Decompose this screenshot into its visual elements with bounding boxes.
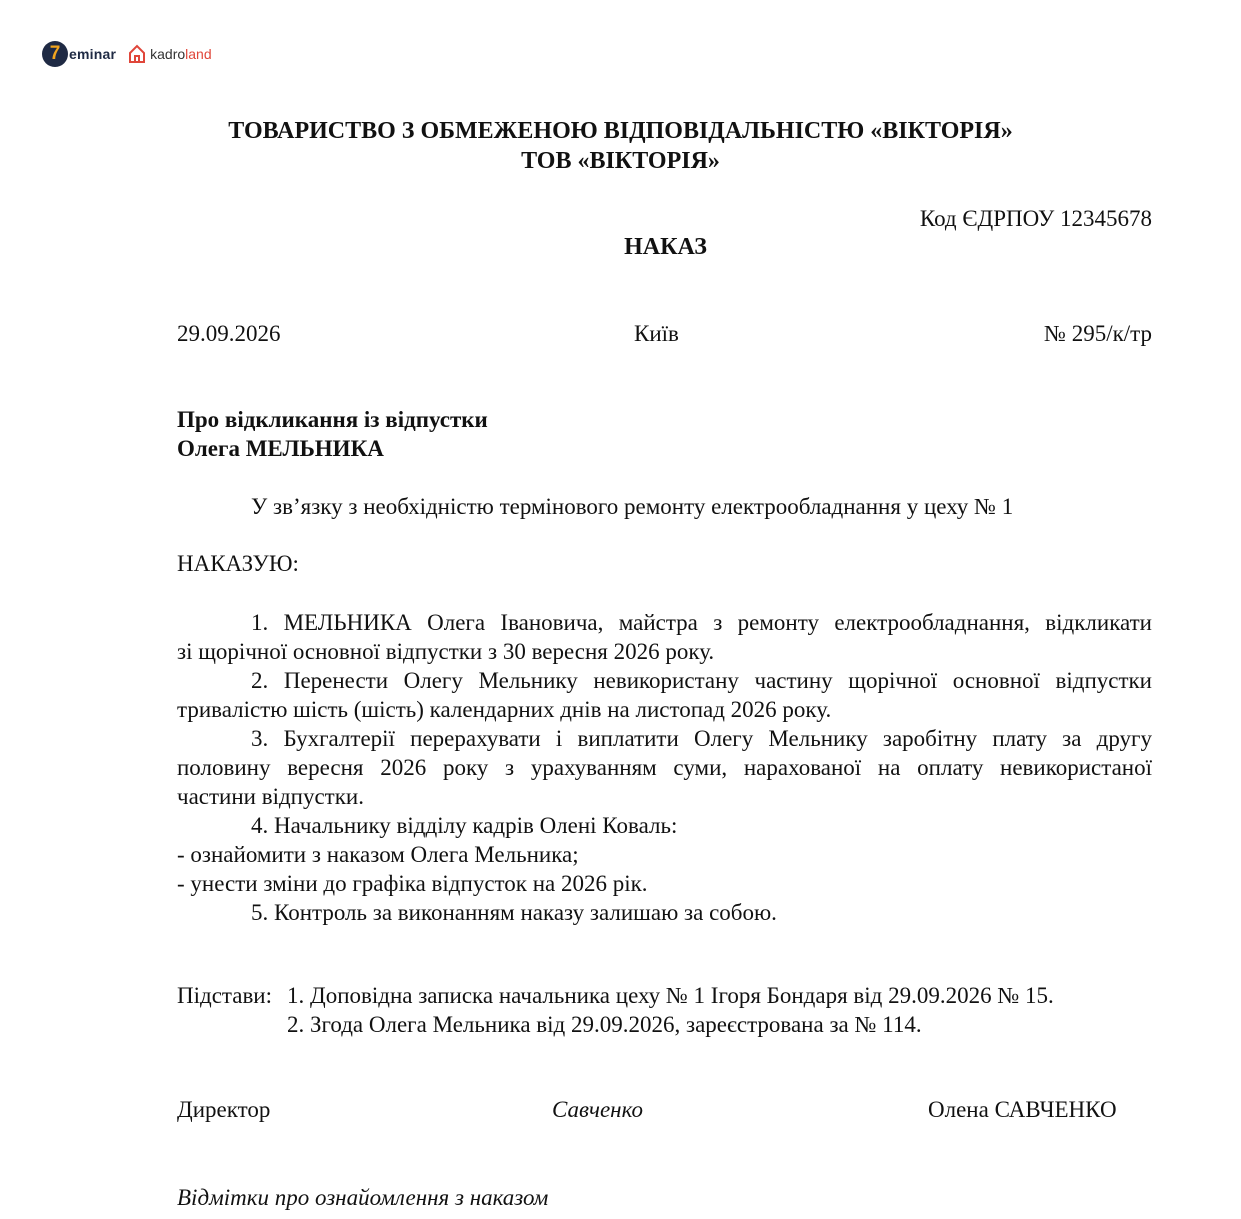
- acknowledgement-note: Відмітки про ознайомлення з наказом: [177, 1185, 549, 1210]
- seminar-text: eminar: [69, 46, 117, 62]
- logo-bar: [42, 38, 212, 70]
- item-4: 4. Начальнику відділу кадрів Олені Коваль:: [251, 813, 678, 838]
- item-3-line-2: половину вересня 2026 року з урахуванням суми, нарахованої на оплату невикористаної: [177, 755, 1152, 780]
- item-1-line-2: зі щорічної основної відпустки з 30 вересня 2026 року.: [177, 639, 715, 664]
- item-5: 5. Контроль за виконанням наказу залишаю за собою.: [251, 900, 777, 925]
- kadroland-text: [150, 46, 212, 62]
- order-items: [177, 608, 1152, 927]
- house-icon: [128, 44, 146, 64]
- company-short-name: ТОВ «ВІКТОРІЯ»: [521, 148, 720, 174]
- preamble: У зв’язку з необхідністю термінового ремонту електрообладнання у цеху № 1: [251, 494, 1014, 519]
- kadro-text-accent: land: [185, 46, 212, 62]
- seminar-mark: 7: [42, 41, 68, 67]
- item-4-sub-1: - ознайомити з наказом Олега Мельника;: [177, 842, 579, 867]
- item-3-line-1: 3. Бухгалтерії перерахувати і виплатити Олегу Мельнику заробітну плату за другу: [251, 726, 1152, 751]
- item-1-line-1: 1. МЕЛЬНИКА Олега Івановича, майстра з ремонту електрообладнання, відкликати: [251, 610, 1152, 635]
- subject-line-2: Олега МЕЛЬНИКА: [177, 436, 384, 461]
- grounds-label: Підстави:: [177, 983, 273, 1008]
- kadroland-logo: [128, 44, 212, 64]
- item-2-line-1: 2. Перенести Олегу Мельнику невикористану частину щорічної основної відпустки: [251, 668, 1152, 693]
- signer-name: Олена САВЧЕНКО: [928, 1097, 1117, 1122]
- item-2-line-2: тривалістю шість (шість) календарних днів на листопад 2026 року.: [177, 697, 832, 722]
- order-word: НАКАЗУЮ:: [177, 551, 299, 576]
- ground-1: 1. Доповідна записка начальника цеху № 1 Ігоря Бондаря від 29.09.2026 № 15.: [287, 983, 1054, 1008]
- subject-line-1: Про відкликання із відпустки: [177, 407, 488, 432]
- kadro-text-main: kadro: [150, 46, 186, 62]
- order-city: Київ: [634, 321, 679, 346]
- seminar-logo: [42, 41, 116, 67]
- order-number: № 295/к/тр: [1044, 321, 1152, 346]
- order-date: 29.09.2026: [177, 321, 281, 346]
- signature: Савченко: [552, 1097, 643, 1122]
- document-type: НАКАЗ: [624, 234, 707, 260]
- ground-2: 2. Згода Олега Мельника від 29.09.2026, зареєстрована за № 114.: [287, 1012, 922, 1037]
- edrpou-code: Код ЄДРПОУ 12345678: [919, 206, 1152, 231]
- signer-position: Директор: [177, 1097, 271, 1122]
- item-4-sub-2: - унести зміни до графіка відпусток на 2026 рік.: [177, 871, 648, 896]
- company-full-name: ТОВАРИСТВО З ОБМЕЖЕНОЮ ВІДПОВІДАЛЬНІСТЮ «ВІКТОРІЯ»: [228, 118, 1013, 144]
- item-3-line-3: частини відпустки.: [177, 784, 364, 809]
